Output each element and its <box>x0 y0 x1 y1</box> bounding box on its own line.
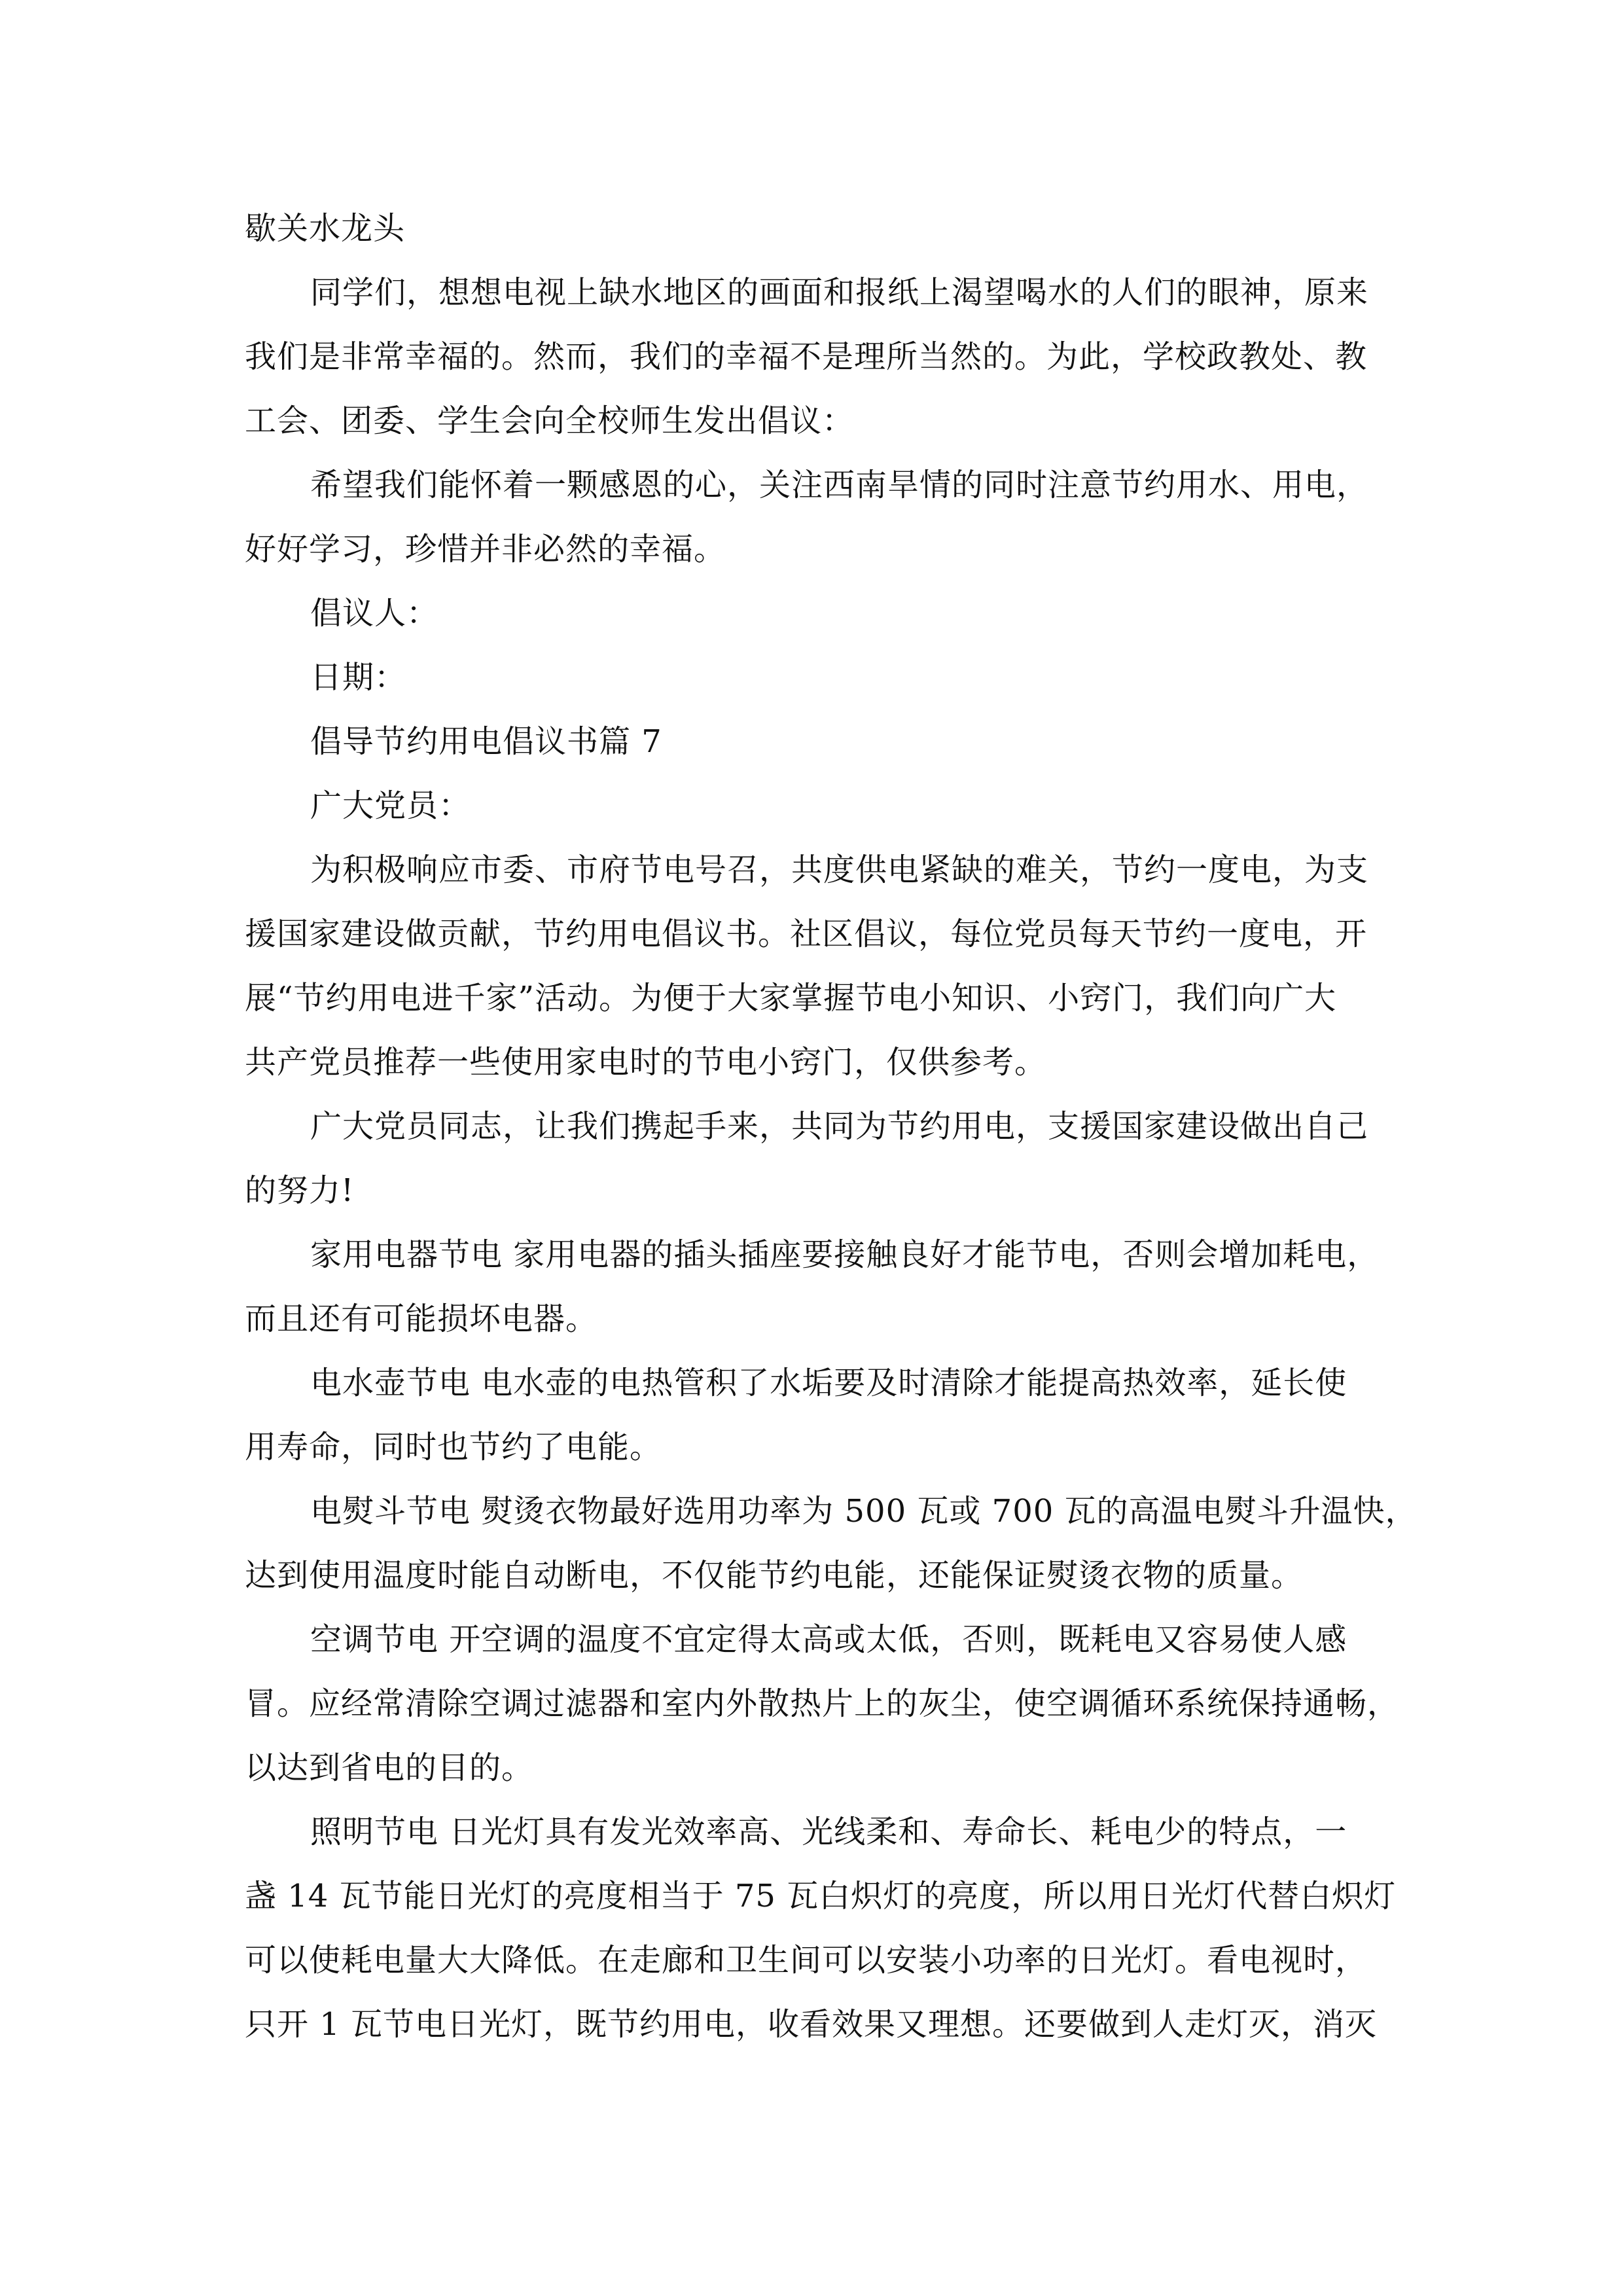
text-line: 冒。应经常清除空调过滤器和室内外散热片上的灰尘，使空调循环系统保持通畅， <box>245 1685 1400 1722</box>
text-line: 达到使用温度时能自动断电，不仅能节约电能，还能保证熨烫衣物的质量。 <box>245 1557 1304 1594</box>
text-line: 只开 1 瓦节电日光灯，既节约用电，收看效果又理想。还要做到人走灯灭，消灭 <box>245 2006 1378 2043</box>
text-line: 而且还有可能损坏电器。 <box>245 1300 598 1337</box>
text-line: 以达到省电的目的。 <box>245 1749 534 1786</box>
text-line: 照明节电 日光灯具有发光效率高、光线柔和、寿命长、耗电少的特点，一 <box>310 1814 1347 1850</box>
text-line: 用寿命，同时也节约了电能。 <box>245 1429 662 1465</box>
text-line: 共产党员推荐一些使用家电时的节电小窍门，仅供参考。 <box>245 1044 1047 1081</box>
text-line: 工会、团委、学生会向全校师生发出倡议： <box>245 403 855 439</box>
text-line: 盏 14 瓦节能日光灯的亮度相当于 75 瓦白炽灯的亮度，所以用日光灯代替白炽灯 <box>245 1878 1397 1914</box>
text-line: 广大党员： <box>310 787 471 824</box>
text-line: 电水壶节电 电水壶的电热管积了水垢要及时清除才能提高热效率，延长使 <box>310 1365 1347 1401</box>
text-line: 空调节电 开空调的温度不宜定得太高或太低，否则，既耗电又容易使人感 <box>310 1621 1347 1658</box>
text-line: 日期： <box>310 659 407 696</box>
text-line: 倡议人： <box>310 595 439 632</box>
text-line: 可以使耗电量大大降低。在走廊和卫生间可以安装小功率的日光灯。看电视时， <box>245 1942 1368 1979</box>
text-line: 我们是非常幸福的。然而，我们的幸福不是理所当然的。为此，学校政教处、教 <box>245 338 1368 375</box>
text-line: 电熨斗节电 熨烫衣物最好选用功率为 500 瓦或 700 瓦的高温电熨斗升温快， <box>310 1493 1418 1530</box>
text-line: 歇关水龙头 <box>245 210 406 247</box>
text-line: 同学们，想想电视上缺水地区的画面和报纸上渴望喝水的人们的眼神，原来 <box>310 274 1369 311</box>
text-line: 好好学习，珍惜并非必然的幸福。 <box>245 531 726 567</box>
document-body <box>245 196 1418 2056</box>
text-line: 家用电器节电 家用电器的插头插座要接触良好才能节电，否则会增加耗电， <box>310 1236 1380 1273</box>
text-line: 为积极响应市委、市府节电号召，共度供电紧缺的难关，节约一度电，为支 <box>310 852 1369 888</box>
text-line: 希望我们能怀着一颗感恩的心，关注西南旱情的同时注意节约用水、用电， <box>310 467 1369 503</box>
text-line: 展“节约用电进千家”活动。为便于大家掌握节电小知识、小窍门，我们向广大 <box>245 980 1337 1016</box>
text-line: 的努力! <box>245 1172 355 1209</box>
text-line: 广大党员同志，让我们携起手来，共同为节约用电，支援国家建设做出自己 <box>310 1108 1369 1145</box>
text-line: 援国家建设做贡献，节约用电倡议书。社区倡议，每位党员每天节约一度电，开 <box>245 916 1368 952</box>
text-line: 倡导节约用电倡议书篇 7 <box>310 723 662 760</box>
